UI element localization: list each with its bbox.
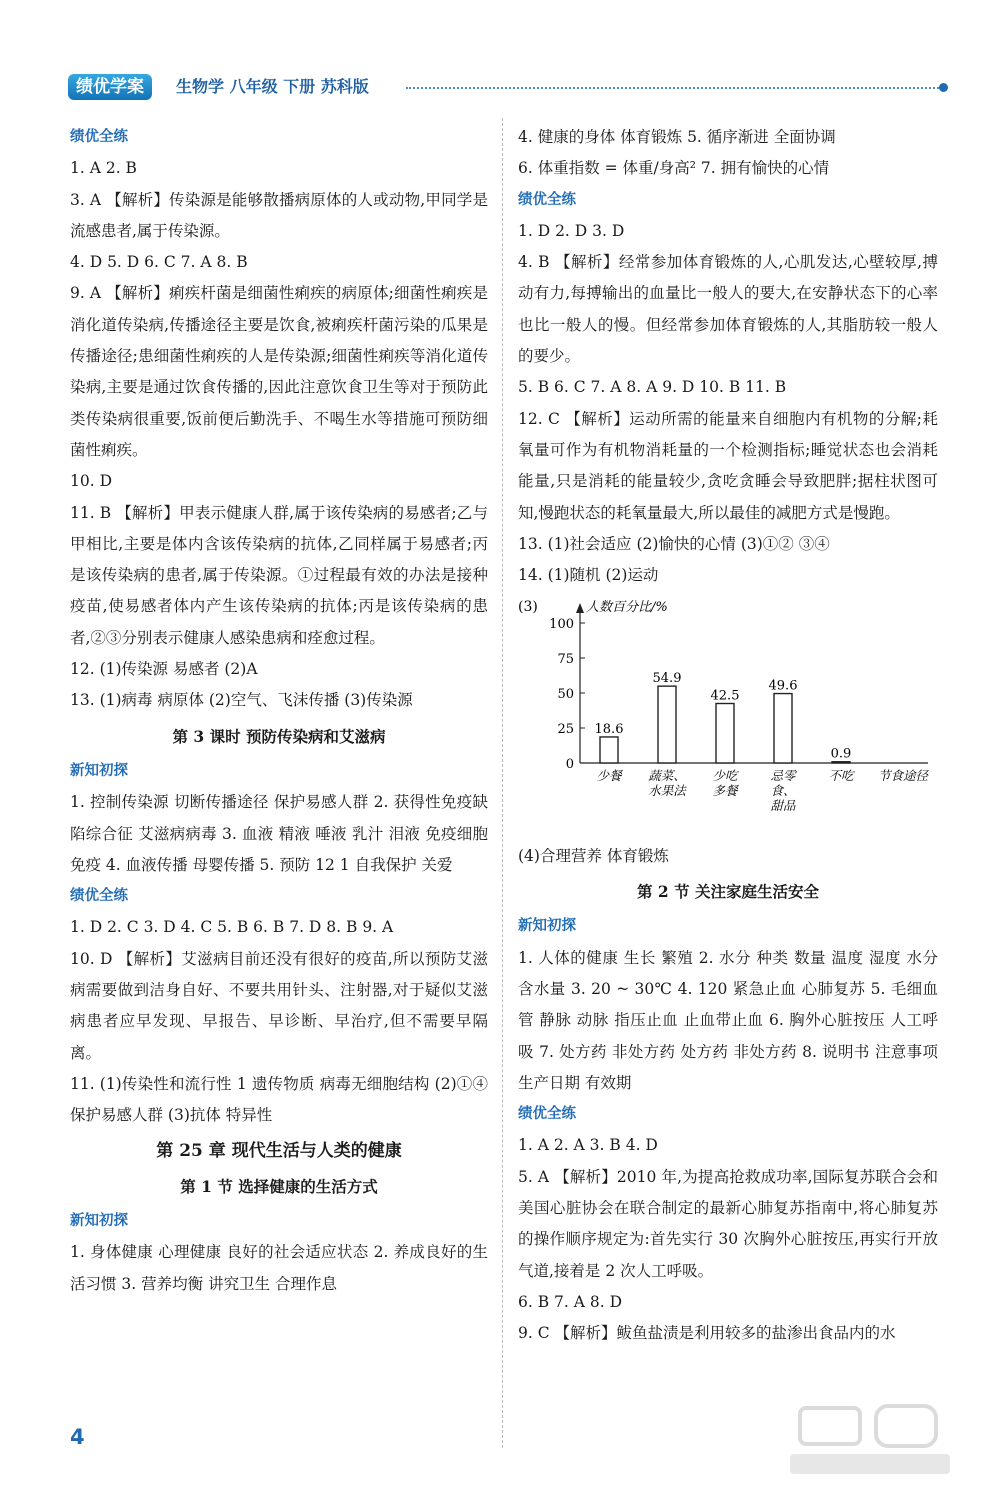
answer-line: 5. A 【解析】2010 年,为提高抢救成功率,国际复苏联合会和美国心脏协会在联合制定的最新心肺复苏指南中,将心肺复苏的操作顺序规定为:首先实行 30 次胸外心脏按压,再实行开放气道,接着是 2 次人工呼吸。 [518,1167,938,1280]
answer-line: 12. (1)传染源 易感者 (2)A [70,660,258,679]
answer-line: 5. B 6. C 7. A 8. A 9. D 10. B 11. B [518,378,787,397]
y-axis-label: 人数百分比/% [586,600,668,616]
answer-line: 1. D 2. C 3. D 4. C 5. B 6. B 7. D 8. B 9. A [70,918,394,937]
answer-line: 4. 健康的身体 体育锻炼 5. 循序渐进 全面协调 [518,128,836,146]
chapter-title: 第 25 章 现代生活与人类的健康 [156,1140,402,1161]
bar-value-label: 18.6 [594,722,624,738]
bar [774,694,792,763]
header-dot-icon [939,83,948,92]
bar [658,687,676,764]
x-category-label: 食、 [770,783,796,799]
bar [832,762,850,763]
answer-line: 4. D 5. D 6. C 7. A 8. B [70,253,248,272]
x-category-label: 甜品 [770,798,796,814]
answer-line: 1. 身体健康 心理健康 良好的社会适应状态 2. 养成良好的生活习惯 3. 营养均衡 讲究卫生 合理作息 [70,1243,488,1293]
page-header [68,72,948,102]
section-heading: 新知初探 [70,762,128,779]
x-category-label: 水果法 [648,783,686,799]
answer-line: 13. (1)社会适应 (2)愉快的心情 (3)①② ③④ [518,534,830,553]
answer-line: 10. D [70,472,113,491]
bar [716,704,734,764]
answer-line: 14. (1)随机 (2)运动 [518,566,659,585]
y-tick-label: 100 [549,617,574,633]
y-axis-arrow-icon [576,603,584,613]
x-category-label: 多餐 [712,783,738,799]
bar-value-label: 0.9 [830,747,852,763]
answer-line: 1. A 2. B [70,159,137,178]
answer-line: 9. A 【解析】痢疾杆菌是细菌性痢疾的病原体;细菌性痢疾是消化道传染病,传播途径主要是饮食,被痢疾杆菌污染的瓜果是传播途径;患细菌性痢疾的人是传染源;细菌性痢疾等消化道传染病,主要是通过饮食传播的,因此注意饮食卫生等对于预防此类传染病很重要,饭前便后勤洗手、不喝生水等措施可预防细菌性痢疾。 [70,284,488,459]
brand-badge: 绩优学案 [68,74,152,100]
y-tick-label: 25 [557,722,574,738]
y-tick-label: 50 [557,687,574,703]
page-number: 4 [70,1425,85,1449]
y-tick-label: 75 [557,652,574,668]
section-heading: 绩优全练 [518,191,576,208]
answer-line: 6. 体重指数 = 体重/身高² 7. 拥有愉快的心情 [518,159,830,178]
answer-line: (4)合理营养 体育锻炼 [518,846,669,865]
answer-line: 6. B 7. A 8. D [518,1292,623,1311]
bar-chart [518,595,938,827]
section-heading: 绩优全练 [518,1106,576,1123]
section-heading: 新知初探 [518,918,576,935]
answer-line: 11. B 【解析】甲表示健康人群,属于该传染病的易感者;乙与甲相比,主要是体内含该传染病的抗体,乙同样属于易感者;丙是该传染病的患者,属于传染源。①过程最有效的办法是接种疫苗,使易感者体内产生该传染病的抗体;丙是该传染病的患者,②③分别表示健康人感染患病和痊愈过程。 [70,503,488,647]
answer-line: 10. D 【解析】艾滋病目前还没有很好的疫苗,所以预防艾滋病需要做到洁身自好、不要共用针头、注射器,对于疑似艾滋病患者应早发现、早报告、早诊断、早治疗,但不需要早隔离。 [70,949,488,1062]
answer-line: 1. 人体的健康 生长 繁殖 2. 水分 种类 数量 温度 湿度 水分 含水量 3. 20 ~ 30℃ 4. 120 紧急止血 心肺复苏 5. 毛细血管 静脉 动脉 指压止血 止血带止血 6. 胸外心脏按压 人工呼吸 7. 处方药 非处方药 处方药 非处方药 8. 说明书 注意事项 生产日期 有效期 [518,948,938,1092]
chart-prefix: (3) [518,599,538,616]
answer-line: 4. B 【解析】经常参加体育锻炼的人,心肌发达,心壁较厚,搏动有力,每搏输出的血量比一般人的要大,在安静状态下的心率也比一般人的慢。但经常参加体育锻炼的人,其脂肪较一般人的要少。 [518,253,938,366]
answer-line: 12. C 【解析】运动所需的能量来自细胞内有机物的分解;耗氧量可作为有机物消耗量的一个检测指标;睡觉状态也会消耗能量,只是消耗的能量较少,贪吃贪睡会导致肥胖;据柱状图可知,慢跑状态的耗氧量最大,所以最佳的减肥方式是慢跑。 [518,409,938,522]
lesson-title: 第 3 课时 预防传染病和艾滋病 [172,726,386,746]
book-subtitle: 生物学 八年级 下册 苏科版 [176,77,369,96]
bar-value-label: 49.6 [768,679,798,695]
answer-line: 1. A 2. A 3. B 4. D [518,1136,658,1155]
answer-line: 1. 控制传染源 切断传播途径 保护易感人群 2. 获得性免疫缺陷综合征 艾滋病病毒 3. 血液 精液 唾液 乳汁 泪液 免疫细胞 免疫 4. 血液传播 母婴传播 5. 预防 12 1 自我保护 关爱 [70,793,488,874]
answer-line: 3. A 【解析】传染源是能够散播病原体的人或动物,甲同学是流感患者,属于传染源。 [70,190,488,240]
lesson-title: 第 1 节 选择健康的生活方式 [180,1176,378,1196]
left-column [70,122,488,1300]
bar [600,737,618,763]
answer-line: 11. (1)传染性和流行性 1 遗传物质 病毒无细胞结构 (2)①④ 保护易感人群 (3)抗体 特异性 [70,1074,488,1125]
lesson-title: 第 2 节 关注家庭生活安全 [637,882,819,902]
right-column-bottom [518,841,938,1350]
section-heading: 绩优全练 [70,129,128,145]
x-category-label: 忌零 [770,768,796,784]
answer-line: 1. D 2. D 3. D [518,221,625,240]
watermark-logo-icon [780,1400,960,1480]
right-column [518,122,938,1350]
header-dotted-rule [406,87,942,89]
section-heading: 绩优全练 [70,888,128,905]
answer-line: 13. (1)病毒 病原体 (2)空气、飞沫传播 (3)传染源 [70,691,413,710]
x-category-label: 不吃 [828,768,854,784]
bar-value-label: 42.5 [710,688,740,704]
column-divider [502,118,503,1448]
y-tick-label: 0 [565,757,574,773]
x-category-label: 少餐 [596,768,622,784]
bar-value-label: 54.9 [652,671,682,687]
section-heading: 新知初探 [70,1213,128,1230]
answer-line: 9. C 【解析】鲅鱼盐渍是利用较多的盐渗出食品内的水 [518,1324,896,1343]
x-category-label: 蔬菜、 [648,768,686,784]
right-column-top [518,122,938,591]
x-category-label: 少吃 [712,768,738,784]
x-axis-label: 节食途径 [878,768,929,784]
